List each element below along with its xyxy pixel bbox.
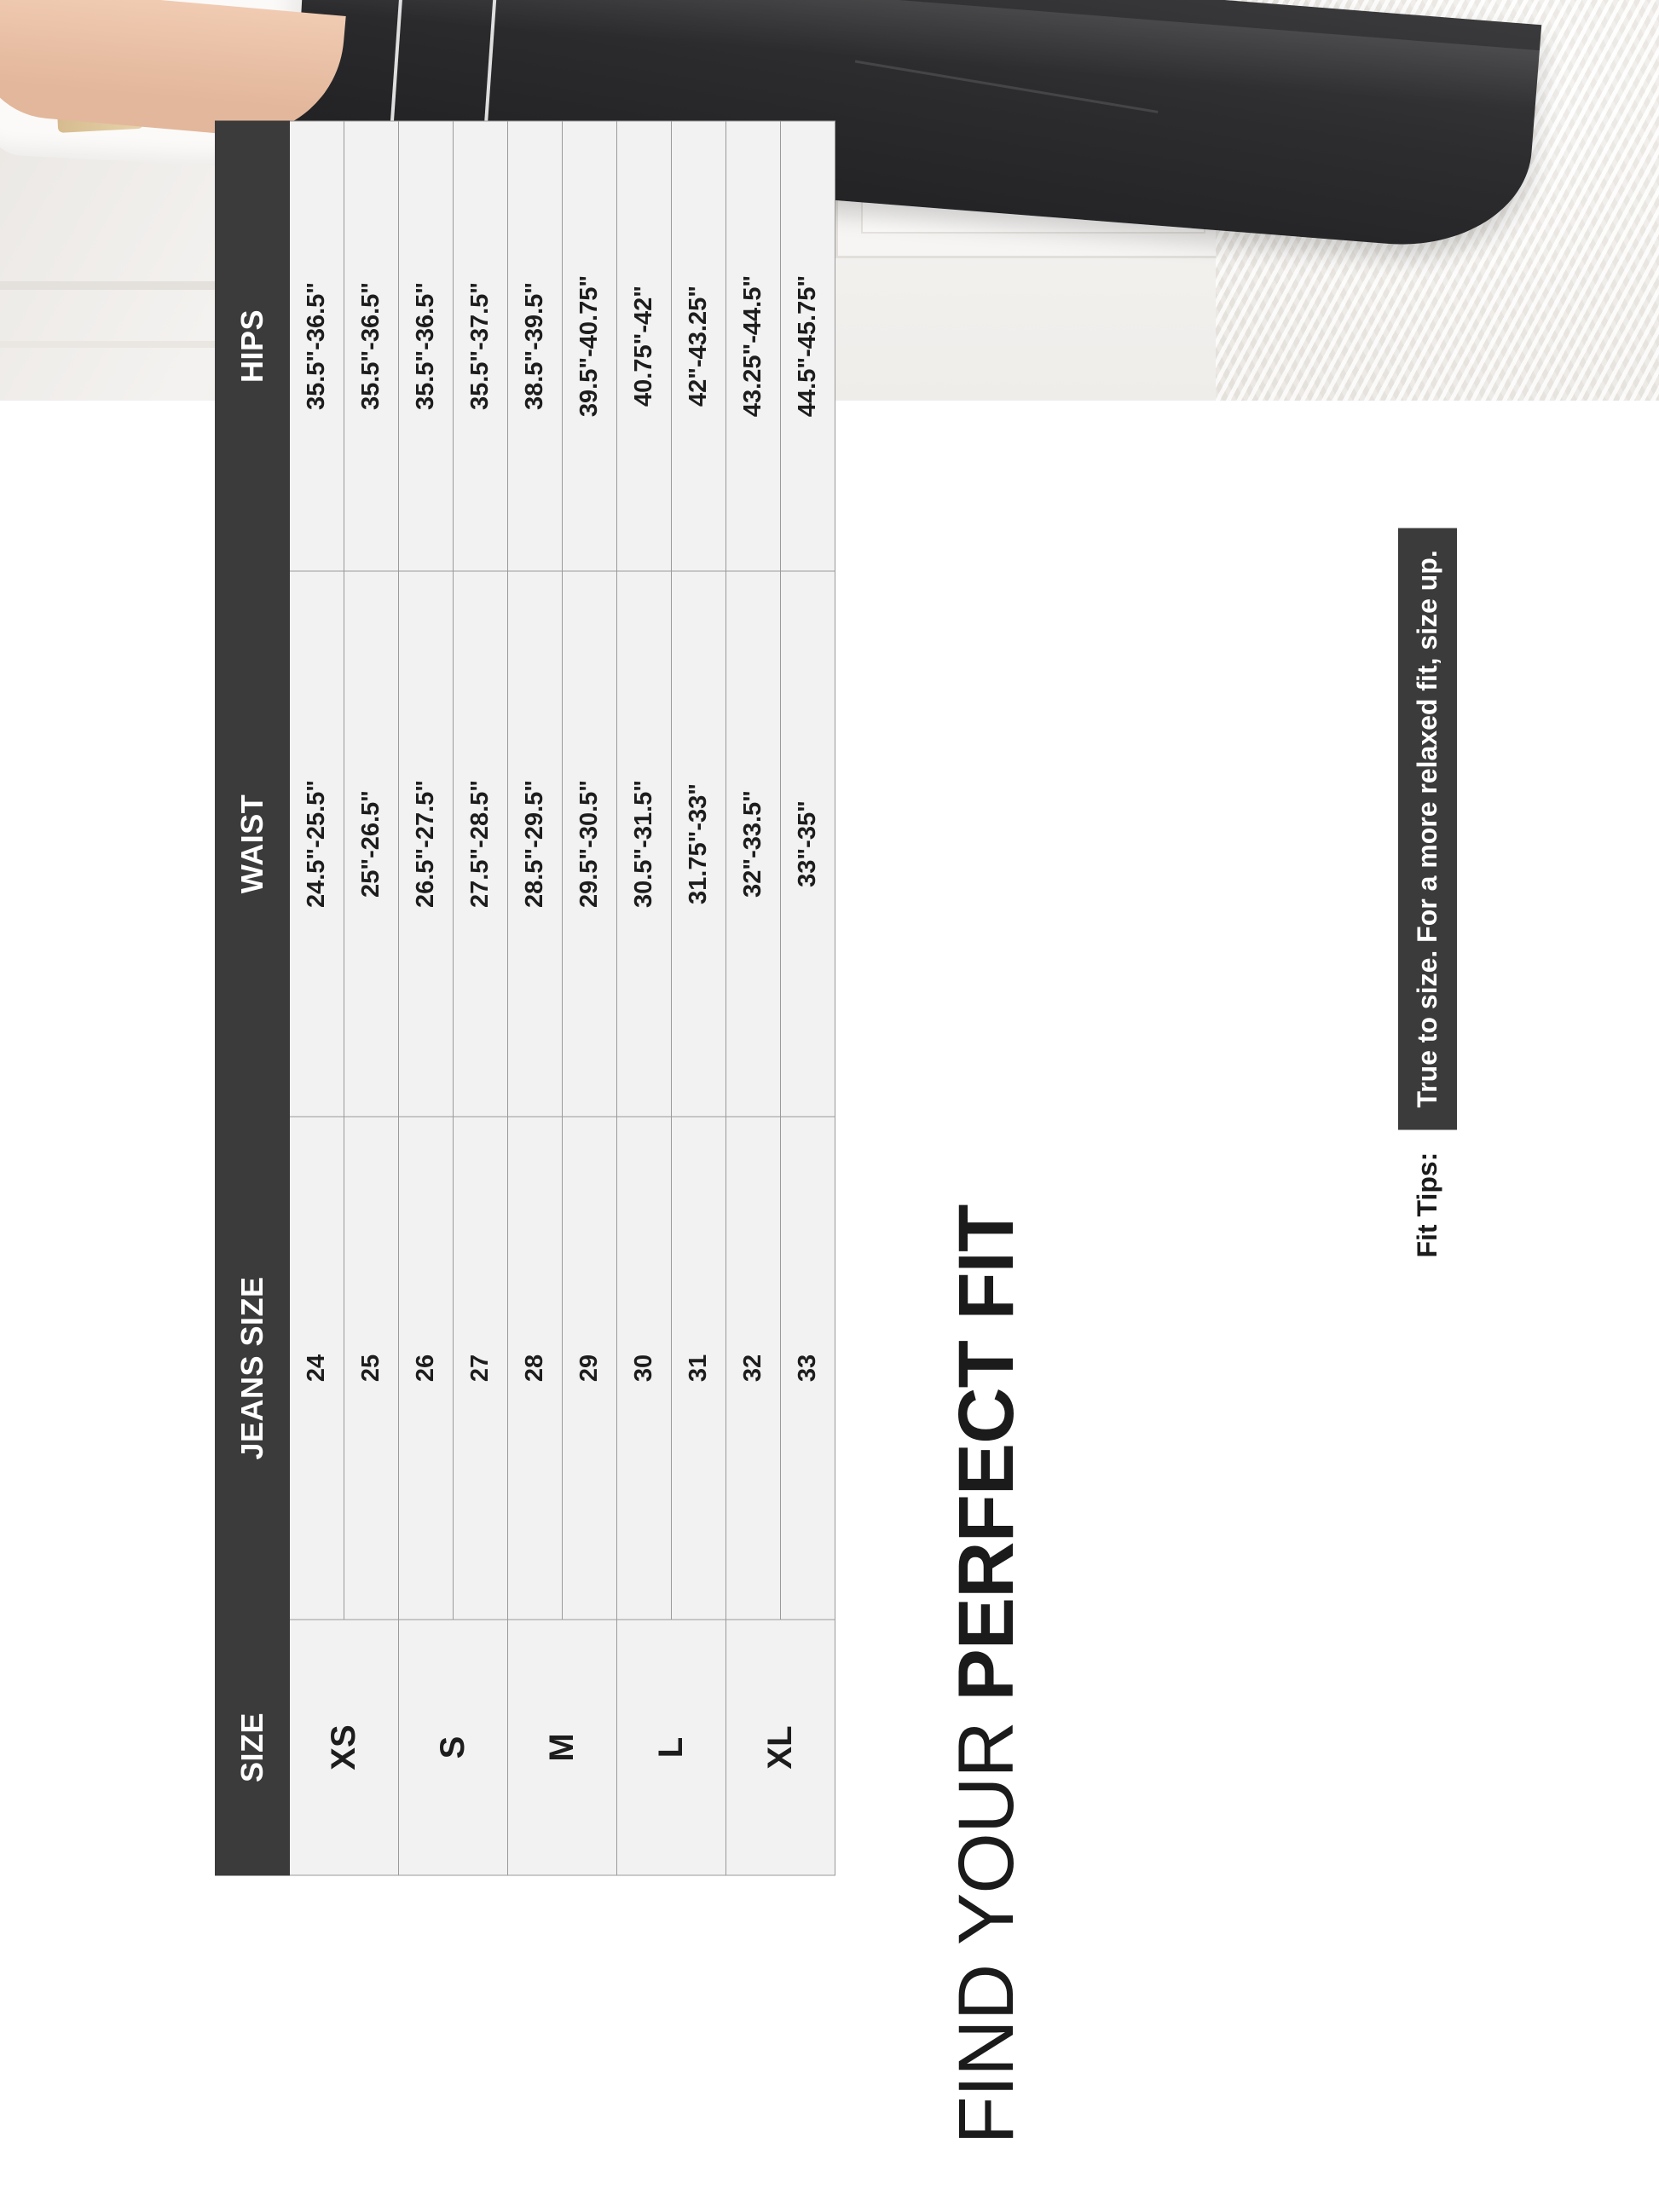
cell-waist: 31.75"-33" [672, 571, 726, 1117]
column-header-jeans-size: JEANS SIZE [216, 1117, 290, 1620]
column-header-size: SIZE [216, 1620, 290, 1875]
cell-size: S [399, 1620, 508, 1875]
table-row [508, 121, 563, 1875]
cell-jeans-size: 24 [290, 1117, 344, 1620]
cell-hips: 35.5"-37.5" [454, 121, 508, 571]
cell-hips: 38.5"-39.5" [508, 121, 563, 571]
cell-jeans-size: 32 [726, 1117, 781, 1620]
fit-tips-text: True to size. For a more relaxed fit, size up. [1398, 528, 1457, 1129]
cell-jeans-size: 25 [344, 1117, 399, 1620]
cell-hips: 35.5"-36.5" [290, 121, 344, 571]
cell-waist: 30.5"-31.5" [617, 571, 672, 1117]
cell-waist: 24.5"-25.5" [290, 571, 344, 1117]
cell-waist: 32"-33.5" [726, 571, 781, 1117]
table-row [563, 121, 617, 1875]
fit-tips [1398, 528, 1457, 1257]
cell-size: XL [726, 1620, 835, 1875]
cell-hips: 43.25"-44.5" [726, 121, 781, 571]
cell-jeans-size: 26 [399, 1117, 454, 1620]
cell-waist: 28.5"-29.5" [508, 571, 563, 1117]
table-row [344, 121, 399, 1875]
table-row [454, 121, 508, 1875]
page-title-light: FIND YOUR [943, 1701, 1030, 2144]
cell-hips: 40.75"-42" [617, 121, 672, 571]
cell-waist: 26.5"-27.5" [399, 571, 454, 1117]
cell-waist: 33"-35" [781, 571, 835, 1117]
cell-jeans-size: 30 [617, 1117, 672, 1620]
cell-size: M [508, 1620, 617, 1875]
size-chart-table [215, 120, 835, 1875]
cell-waist: 27.5"-28.5" [454, 571, 508, 1117]
table-row [726, 121, 781, 1875]
cell-jeans-size: 27 [454, 1117, 508, 1620]
table-row [781, 121, 835, 1875]
cell-size: L [617, 1620, 726, 1875]
cell-hips: 35.5"-36.5" [399, 121, 454, 571]
table-row [672, 121, 726, 1875]
cell-jeans-size: 28 [508, 1117, 563, 1620]
cell-hips: 44.5"-45.75" [781, 121, 835, 571]
cell-hips: 42"-43.25" [672, 121, 726, 571]
cell-hips: 35.5"-36.5" [344, 121, 399, 571]
table-row [399, 121, 454, 1875]
cell-jeans-size: 29 [563, 1117, 617, 1620]
table-row [617, 121, 672, 1875]
cell-jeans-size: 33 [781, 1117, 835, 1620]
cell-size: XS [290, 1620, 399, 1875]
column-header-waist: WAIST [216, 571, 290, 1117]
cell-hips: 39.5"-40.75" [563, 121, 617, 571]
page-title [942, 1204, 1032, 2144]
table-row [290, 121, 344, 1875]
page-title-bold: PERFECT FIT [943, 1204, 1030, 1701]
cell-waist: 29.5"-30.5" [563, 571, 617, 1117]
cell-waist: 25"-26.5" [344, 571, 399, 1117]
column-header-hips: HIPS [216, 121, 290, 571]
fit-tips-label: Fit Tips: [1412, 1152, 1442, 1257]
table-header-row [216, 121, 290, 1875]
cell-jeans-size: 31 [672, 1117, 726, 1620]
